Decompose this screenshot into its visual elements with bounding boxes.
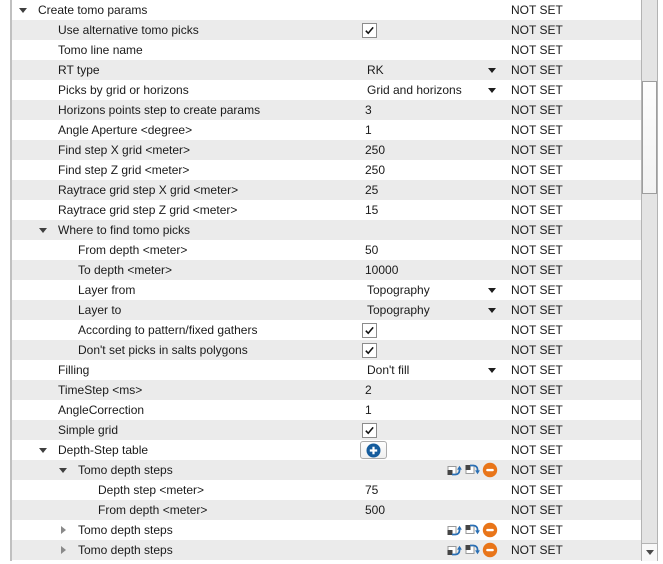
param-status: NOT SET xyxy=(511,223,563,237)
param-checkbox[interactable] xyxy=(362,423,377,438)
param-text-value[interactable]: 75 xyxy=(365,483,379,497)
param-row xyxy=(12,440,641,460)
param-label: Tomo depth steps xyxy=(78,463,173,477)
param-status: NOT SET xyxy=(511,283,563,297)
param-checkbox[interactable] xyxy=(362,23,377,38)
paste-row-before-icon xyxy=(446,542,462,558)
param-label: Where to find tomo picks xyxy=(58,223,191,237)
param-row xyxy=(12,180,641,200)
vertical-scrollbar[interactable] xyxy=(641,0,658,561)
param-status: NOT SET xyxy=(511,523,563,537)
param-row xyxy=(12,420,641,440)
param-status: NOT SET xyxy=(511,243,563,257)
param-label: TimeStep <ms> xyxy=(58,383,143,397)
scrollbar-down-button[interactable] xyxy=(642,543,657,561)
param-row xyxy=(12,60,641,80)
paste-row-after-button[interactable] xyxy=(464,542,480,558)
param-row xyxy=(12,40,641,60)
param-status: NOT SET xyxy=(511,543,563,557)
param-status: NOT SET xyxy=(511,3,563,17)
param-label: Picks by grid or horizons xyxy=(58,83,189,97)
param-label: Simple grid xyxy=(58,423,119,437)
combo-value: RK xyxy=(367,63,384,77)
param-row xyxy=(12,460,641,480)
scrollbar-thumb[interactable] xyxy=(642,81,657,194)
params-table xyxy=(12,0,641,560)
param-combo[interactable] xyxy=(362,60,498,80)
param-text-value[interactable]: 50 xyxy=(365,243,379,257)
param-label: Find step X grid <meter> xyxy=(58,143,191,157)
param-label: Angle Aperture <degree> xyxy=(58,123,193,137)
collapse-expander-icon[interactable] xyxy=(17,0,29,20)
param-status: NOT SET xyxy=(511,163,563,177)
chevron-down-icon xyxy=(646,550,654,555)
param-text-value[interactable]: 25 xyxy=(365,183,379,197)
param-row xyxy=(12,520,641,540)
param-status: NOT SET xyxy=(511,363,563,377)
param-text-value[interactable]: 500 xyxy=(365,503,386,517)
param-row xyxy=(12,280,641,300)
param-label: Tomo depth steps xyxy=(78,543,173,557)
paste-row-before-button[interactable] xyxy=(446,462,462,478)
param-status: NOT SET xyxy=(511,183,563,197)
param-status: NOT SET xyxy=(511,463,563,477)
param-text-value[interactable]: 1 xyxy=(365,123,372,137)
remove-row-icon xyxy=(482,522,498,538)
check-mark-icon xyxy=(364,345,375,356)
paste-row-after-icon xyxy=(464,542,480,558)
paste-row-before-icon xyxy=(446,522,462,538)
param-row xyxy=(12,480,641,500)
param-row-actions[interactable] xyxy=(446,462,498,482)
param-label: Depth-Step table xyxy=(58,443,149,457)
chevron-down-icon xyxy=(488,288,496,293)
param-label: Depth step <meter> xyxy=(98,483,205,497)
param-combo[interactable] xyxy=(362,360,498,380)
param-row xyxy=(12,140,641,160)
param-row xyxy=(12,80,641,100)
param-status: NOT SET xyxy=(511,143,563,157)
param-label: Layer to xyxy=(78,303,122,317)
param-row xyxy=(12,400,641,420)
param-status: NOT SET xyxy=(511,123,563,137)
remove-row-icon xyxy=(482,542,498,558)
param-label: Filling xyxy=(58,363,90,377)
plus-icon xyxy=(366,443,381,458)
param-label: Don't set picks in salts polygons xyxy=(78,343,248,357)
param-text-value[interactable]: 2 xyxy=(365,383,372,397)
param-status: NOT SET xyxy=(511,63,563,77)
param-row xyxy=(12,160,641,180)
param-row xyxy=(12,0,641,20)
chevron-down-icon xyxy=(488,368,496,373)
chevron-down-icon xyxy=(488,88,496,93)
param-text-value[interactable]: 10000 xyxy=(365,263,399,277)
param-label: From depth <meter> xyxy=(78,243,188,257)
expand-expander-icon[interactable] xyxy=(57,540,69,560)
remove-row-button[interactable] xyxy=(482,542,498,558)
param-row xyxy=(12,300,641,320)
param-status: NOT SET xyxy=(511,343,563,357)
collapse-expander-icon[interactable] xyxy=(37,440,49,460)
check-mark-icon xyxy=(364,325,375,336)
param-row xyxy=(12,200,641,220)
param-status: NOT SET xyxy=(511,443,563,457)
collapse-expander-icon[interactable] xyxy=(37,220,49,240)
param-status: NOT SET xyxy=(511,23,563,37)
combo-value: Grid and horizons xyxy=(367,83,462,97)
param-label: Horizons points step to create params xyxy=(58,103,261,117)
param-text-value[interactable]: 3 xyxy=(365,103,372,117)
param-status: NOT SET xyxy=(511,83,563,97)
param-label: According to pattern/fixed gathers xyxy=(78,323,258,337)
param-row xyxy=(12,360,641,380)
param-row xyxy=(12,380,641,400)
paste-row-after-button[interactable] xyxy=(464,522,480,538)
param-label: Raytrace grid step Z grid <meter> xyxy=(58,203,238,217)
left-gutter xyxy=(0,0,12,561)
checkbox-input[interactable] xyxy=(362,23,377,38)
remove-row-icon xyxy=(482,462,498,478)
param-row xyxy=(12,20,641,40)
param-row xyxy=(12,260,641,280)
param-checkbox[interactable] xyxy=(362,323,377,338)
add-row-button[interactable] xyxy=(360,441,387,459)
param-text-value[interactable]: 1 xyxy=(365,403,372,417)
paste-row-after-icon xyxy=(464,462,480,478)
collapse-expander-icon[interactable] xyxy=(57,460,69,480)
param-row xyxy=(12,100,641,120)
check-mark-icon xyxy=(364,25,375,36)
param-text-value[interactable] xyxy=(362,40,365,60)
param-text-value[interactable]: 250 xyxy=(365,163,386,177)
param-checkbox[interactable] xyxy=(362,343,377,358)
param-combo[interactable] xyxy=(362,80,498,100)
param-status: NOT SET xyxy=(511,503,563,517)
param-row-actions[interactable] xyxy=(446,522,498,542)
param-label: From depth <meter> xyxy=(98,503,208,517)
param-label: Tomo depth steps xyxy=(78,523,173,537)
checkbox-input[interactable] xyxy=(362,323,377,338)
paste-row-after-icon xyxy=(464,522,480,538)
param-status: NOT SET xyxy=(511,323,563,337)
paste-row-before-icon xyxy=(446,462,462,478)
param-row xyxy=(12,340,641,360)
param-text-value[interactable]: 15 xyxy=(365,203,379,217)
param-row xyxy=(12,220,641,240)
param-label: Layer from xyxy=(78,283,136,297)
param-label: RT type xyxy=(58,63,100,77)
param-text-value[interactable]: 250 xyxy=(365,143,386,157)
param-label: To depth <meter> xyxy=(78,263,173,277)
param-status: NOT SET xyxy=(511,43,563,57)
param-label: Tomo line name xyxy=(58,43,143,57)
paste-row-before-button[interactable] xyxy=(446,522,462,538)
param-status: NOT SET xyxy=(511,403,563,417)
param-status: NOT SET xyxy=(511,303,563,317)
chevron-down-icon xyxy=(488,68,496,73)
param-label: AngleCorrection xyxy=(58,403,145,417)
param-combo[interactable] xyxy=(362,280,498,300)
param-label: Raytrace grid step X grid <meter> xyxy=(58,183,239,197)
combo-value: Topography xyxy=(367,283,430,297)
param-status: NOT SET xyxy=(511,383,563,397)
param-status: NOT SET xyxy=(511,263,563,277)
param-label: Use alternative tomo picks xyxy=(58,23,199,37)
remove-row-button[interactable] xyxy=(482,522,498,538)
param-row xyxy=(12,120,641,140)
combo-value: Don't fill xyxy=(367,363,410,377)
param-row xyxy=(12,540,641,560)
param-row xyxy=(12,240,641,260)
param-status: NOT SET xyxy=(511,423,563,437)
param-row xyxy=(12,500,641,520)
param-row-actions[interactable] xyxy=(446,542,498,562)
paste-row-before-button[interactable] xyxy=(446,542,462,558)
check-mark-icon xyxy=(364,425,375,436)
checkbox-input[interactable] xyxy=(362,423,377,438)
checkbox-input[interactable] xyxy=(362,343,377,358)
expand-expander-icon[interactable] xyxy=(57,520,69,540)
param-status: NOT SET xyxy=(511,483,563,497)
remove-row-button[interactable] xyxy=(482,462,498,478)
param-status: NOT SET xyxy=(511,203,563,217)
paste-row-after-button[interactable] xyxy=(464,462,480,478)
chevron-down-icon xyxy=(488,308,496,313)
param-label: Find step Z grid <meter> xyxy=(58,163,190,177)
combo-value: Topography xyxy=(367,303,430,317)
param-status: NOT SET xyxy=(511,103,563,117)
param-label: Create tomo params xyxy=(38,3,148,17)
param-combo[interactable] xyxy=(362,300,498,320)
param-row xyxy=(12,320,641,340)
param-add-button-cell[interactable] xyxy=(360,441,387,461)
